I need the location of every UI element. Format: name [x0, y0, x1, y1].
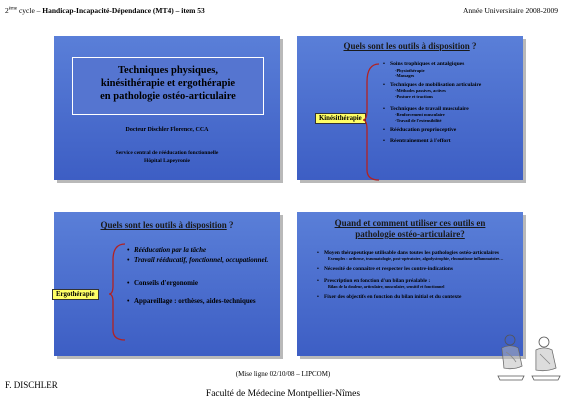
title-line-text: Quand et comment utiliser ces outils en	[334, 218, 486, 228]
list-item	[317, 278, 513, 289]
slide-1-heading	[73, 64, 263, 103]
sub-item: Bilan de la douleur, articulaire, musculaire, sensitif et fonctionnel	[328, 284, 445, 290]
slide-2-list	[383, 61, 519, 145]
slide-3-ergotherapie	[54, 212, 280, 356]
slide-3-title	[54, 220, 280, 230]
slide-3-title-text: Quels sont les outils à disposition	[100, 220, 227, 230]
list-item: • Appareillage : orthèses, aides-techniques	[127, 297, 277, 305]
statues-illustration	[496, 332, 562, 382]
list-item: • Rééducation par la tâche	[127, 246, 277, 254]
course-sup: ème	[8, 6, 18, 12]
academic-year: Année Universitaire 2008-2009	[463, 6, 558, 15]
slide-1-author: Docteur Dischler Florence, CCA	[125, 127, 209, 133]
faculty-name: Faculté de Médecine Montpellier-Nîmes	[205, 389, 361, 399]
heading-line: en pathologie ostéo-articulaire	[100, 91, 236, 102]
item-text: Prescription en fonction d'un bilan préalable :	[324, 277, 431, 284]
slide-3-bracket	[109, 242, 127, 342]
sub-item: Exemples : arthrose, traumatologie, post-opératoire, algodystrophie, rhumatisme inflammatoire…	[328, 256, 504, 262]
list-item	[317, 250, 513, 261]
list-item: • Rééducation proprioceptive	[383, 127, 519, 134]
list-item: • Travail rééducatif, fonctionnel, occupationnel.	[127, 256, 277, 264]
list-item: • Nécessité de connaître et respecter les contre-indications	[317, 266, 513, 272]
course-title: Handicap-Incapacité-Dépendance (MT4) – item 53	[42, 6, 205, 15]
slide-1-service	[54, 149, 280, 165]
footer-author: F. DISCHLER	[5, 380, 58, 390]
list-item	[383, 106, 519, 123]
list-item	[383, 82, 519, 99]
slide-4-usage	[297, 212, 523, 356]
list-item: • Réentrainement à l'effort	[383, 138, 519, 145]
course-number: 2	[5, 6, 9, 15]
item-text: Soins trophiques et antalgiques	[390, 61, 465, 67]
sub-item: -Renforcement musculaire	[395, 112, 445, 118]
list-item: • Fixer des objectifs en fonction du bilan initial et du contexte	[317, 294, 513, 300]
sub-item: -Travail de l'extensibilité	[395, 117, 442, 123]
slide-4-title	[297, 218, 523, 240]
online-date: (Mise ligne 02/10/08 – LIPCOM)	[235, 370, 331, 378]
heading-line: kinésithérapie et ergothérapie	[100, 78, 236, 89]
slide-2-bracket	[363, 62, 381, 182]
service-line: Hôpital Lapeyronie	[144, 158, 190, 164]
kinesitherapie-label: Kinésithérapie	[315, 113, 366, 124]
course-cycle: cycle –	[17, 6, 43, 15]
service-line: Service central de rééducation fonctionnelle	[115, 150, 219, 156]
item-text: Techniques de mobilisation articulaire	[390, 81, 482, 88]
slide-2-kinesitherapie	[297, 36, 523, 180]
item-text: Moyen thérapeutique utilisable dans toutes les pathologies ostéo-articulaires	[324, 250, 499, 256]
list-item	[383, 61, 519, 78]
sub-item: -Massages	[395, 72, 415, 78]
ergotherapie-label: Ergothérapie	[52, 289, 99, 300]
sub-item: -Méthodes passives, actives	[395, 88, 446, 94]
list-item: • Conseils d'ergonomie	[127, 279, 277, 287]
sub-item: -Posture et tractions	[395, 93, 433, 99]
title-line	[297, 229, 523, 240]
heading-line: Techniques physiques,	[118, 65, 218, 76]
sub-item: -Physiothérapie	[395, 67, 425, 73]
slide-3-title-qmark: ?	[226, 220, 234, 230]
slide-4-list	[317, 250, 513, 301]
title-line	[297, 218, 523, 229]
slide-3-list	[127, 246, 277, 305]
course-header	[5, 6, 205, 15]
slide-1-title	[54, 36, 280, 180]
slide-2-title-text: Quels sont les outils à disposition	[343, 41, 470, 51]
title-line-text: pathologie ostéo-articulaire?	[355, 229, 465, 239]
slide-2-title	[297, 41, 523, 51]
slide-2-title-qmark: ?	[469, 41, 477, 51]
item-text: Techniques de travail musculaire	[390, 105, 469, 112]
slide-1-title-box	[72, 57, 264, 115]
